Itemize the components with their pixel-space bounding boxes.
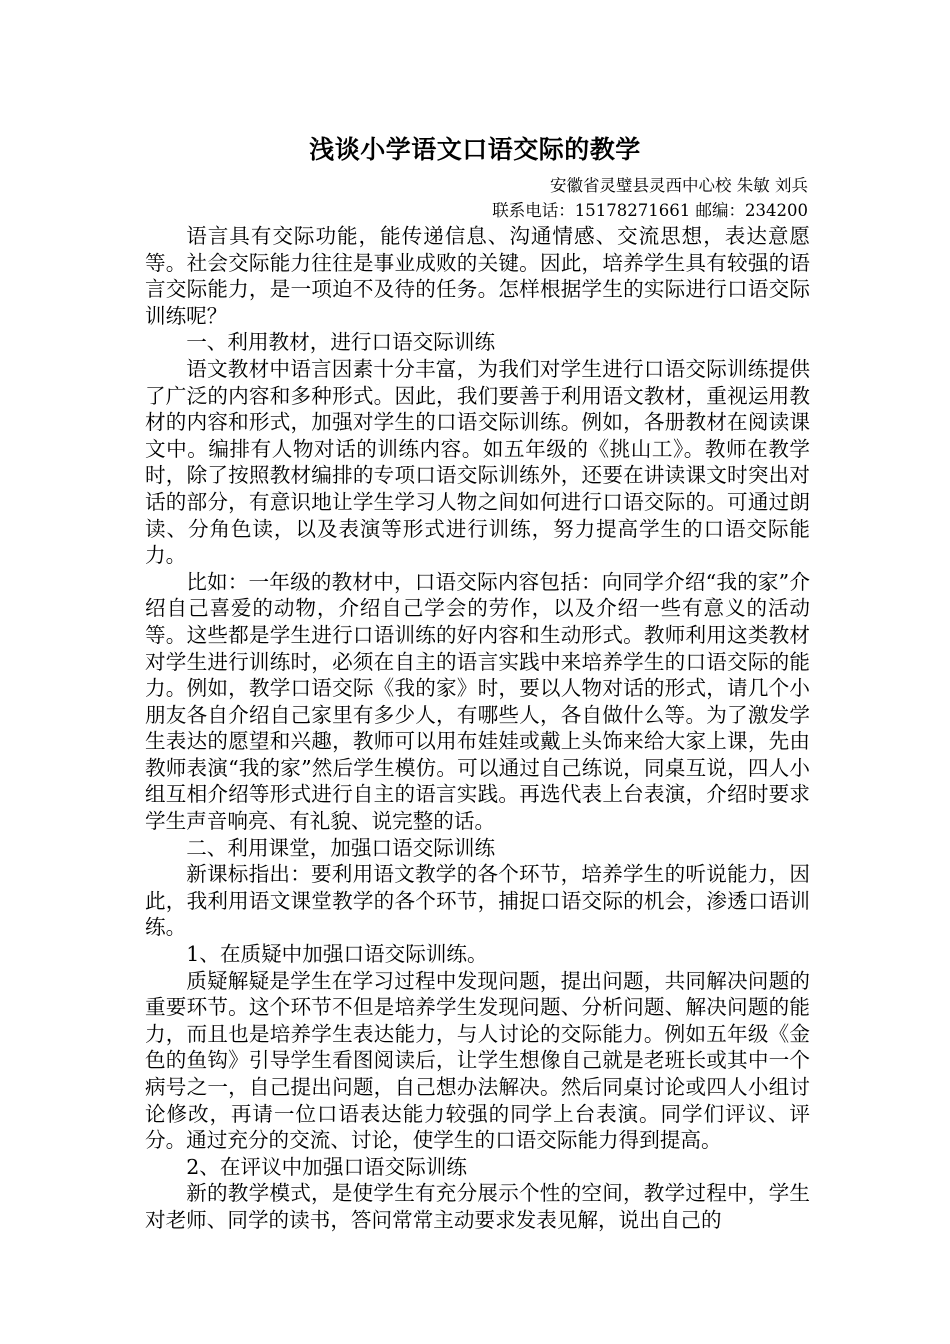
contact-line: 联系电话：15178271661 邮编：234200 [492,201,808,220]
document-body [145,223,810,1234]
subsection-heading-1: 1、在质疑中加强口语交际训练。 [186,942,488,967]
paragraph: 新的教学模式，是使学生有充分展示个性的空间，教学过程中，学生对老师、同学的读书，答问常常主动要求发表见解，说出自己的 [145,1181,810,1232]
document-title: 浅谈小学语文口语交际的教学 [309,135,641,164]
paragraph: 质疑解疑是学生在学习过程中发现问题，提出问题，共同解决问题的重要环节。这个环节不但是培养学生发现问题、分析问题、解决问题的能力，而且也是培养学生表达能力，与人讨论的交际能力。例如五年级《金色的鱼钩》引导学生看图阅读后，让学生想像自己就是老班长或其中一个病号之一，自己提出问题，自己想办法解决。然后同桌讨论或四人小组讨论修改，再请一位口语表达能力较强的同学上台表演。同学们评议、评分。通过充分的交流、讨论，使学生的口语交际能力得到提高。 [145,968,810,1153]
paragraph-intro: 语言具有交际功能，能传递信息、沟通情感、交流思想，表达意愿等。社会交际能力往往是事业成败的关键。因此，培养学生具有较强的语言交际能力，是一项迫不及待的任务。怎样根据学生的实际进行口语交际训练呢？ [145,224,810,328]
paragraph: 比如：一年级的教材中，口语交际内容包括：向同学介绍“我的家”介绍自己喜爱的动物，介绍自己学会的劳作，以及介绍一些有意义的活动等。这些都是学生进行口语训练的好内容和生动形式。教师利用这类教材对学生进行训练时，必须在自主的语言实践中来培养学生的口语交际的能力。例如，教学口语交际《我的家》时，要以人物对话的形式，请几个小朋友各自介绍自己家里有多少人，有哪些人，各自做什么等。为了激发学生表达的愿望和兴趣，教师可以用布娃娃或戴上头饰来给大家上课，先由教师表演“我的家”然后学生模仿。可以通过自己练说，同桌互说，四人小组互相介绍等形式进行自主的语言实践。再选代表上台表演，介绍时要求学生声音响亮、有礼貌、说完整的话。 [145,569,810,834]
author-line: 安徽省灵璧县灵西中心校 朱敏 刘兵 [550,176,808,195]
paragraph: 语文教材中语言因素十分丰富，为我们对学生进行口语交际训练提供了广泛的内容和多种形式。因此，我们要善于利用语文教材，重视运用教材的内容和形式，加强对学生的口语交际训练。例如，各册教材在阅读课文中。编排有人物对话的训练内容。如五年级的《挑山工》。教师在教学时，除了按照教材编排的专项口语交际训练外，还要在讲读课文时突出对话的部分，有意识地让学生学习人物之间如何进行口语交际的。可通过朗读、分角色读，以及表演等形式进行训练，努力提高学生的口语交际能力。 [145,356,810,568]
section-heading-2: 二、利用课堂，加强口语交际训练 [186,835,496,860]
subsection-heading-2: 2、在评议中加强口语交际训练 [186,1154,468,1179]
section-heading-1: 一、利用教材，进行口语交际训练 [186,330,496,355]
paragraph: 新课标指出：要利用语文教学的各个环节，培养学生的听说能力，因此，我利用语文课堂教学的各个环节，捕捉口语交际的机会，渗透口语训练。 [145,862,810,940]
